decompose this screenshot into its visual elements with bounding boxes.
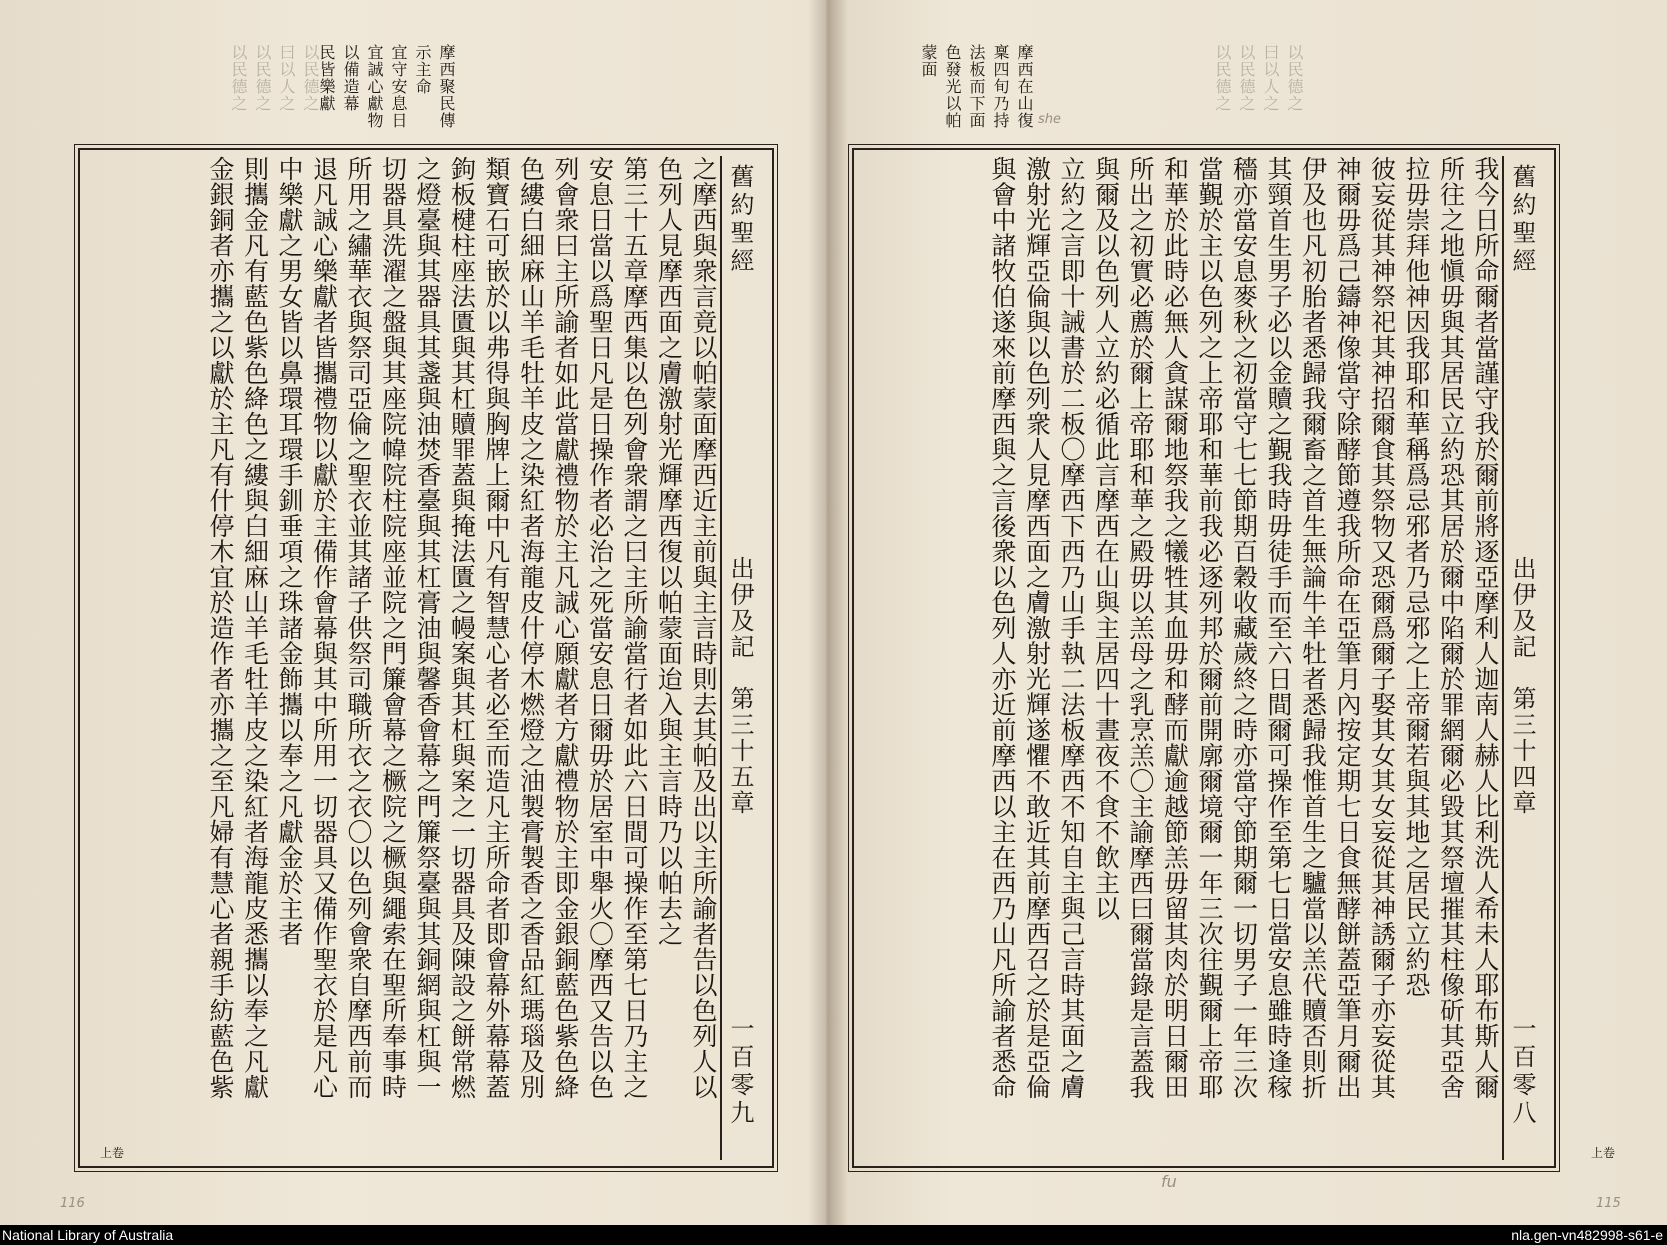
right-header-title: 舊約聖經	[1508, 164, 1536, 276]
right-page	[826, 0, 1667, 1225]
right-text-column: 穡亦當安息麥秋之初當守七七節期百穀收藏歲終之時亦當守節期爾一切男子一年三次	[1229, 156, 1259, 1100]
right-faded-note: 以民德之	[1285, 44, 1304, 112]
left-text-column: 則攜金凡有藍色紫色絳色之縷與白細麻山羊毛牡羊皮之染紅者海龍皮悉攜以奉之凡獻	[240, 156, 270, 1100]
right-margin-note: 色發光以帕	[943, 44, 962, 129]
right-margin-note: 蒙面	[919, 44, 938, 78]
right-margin-note: 稟四旬乃持	[991, 44, 1010, 129]
left-text-column: 之摩西與衆言竟以帕蒙面摩西近主前與主言時則去其帕及出以主所諭者告以色列人以	[689, 156, 718, 1100]
left-volume-mark: 上卷	[100, 1146, 125, 1160]
left-text-column: 安息日當以爲聖日凡是日操作者必治之死當安息日爾毋於居室中舉火〇摩西又告以色	[585, 156, 615, 1100]
footer-identifier: nla.gen-vn482998-s61-e	[1511, 1227, 1663, 1243]
left-header-title: 舊約聖經	[726, 164, 754, 276]
left-pencil-mark: 116	[60, 1196, 85, 1211]
footer-source: National Library of Australia	[2, 1227, 174, 1243]
left-faded-note: 曰以人之	[277, 44, 296, 112]
right-faded-note: 曰以人之	[1261, 44, 1280, 112]
left-text-column: 退凡誠心樂獻者皆攜禮物以獻於主備作會幕與其中所用一切器具又備作聖衣於是凡心	[309, 156, 339, 1100]
right-text-column: 我今日所命爾者當謹守我於爾前將逐亞摩利人迦南人赫人比利洗人希未人耶布斯人爾	[1471, 156, 1500, 1100]
right-faded-notes	[1094, 44, 1304, 149]
right-text-column: 當覲於主以色列之上帝耶和華前我必逐列邦於爾前開廓爾境爾一年三次往覲爾上帝耶	[1195, 156, 1224, 1100]
right-text-column: 拉毋崇拜他神因我耶和華稱爲忌邪者乃忌邪之上帝爾若與其地之居民立約恐	[1402, 156, 1431, 998]
left-text-column: 列會衆曰主所諭者如此當獻禮物於主凡誠心願獻者方獻禮物於主即金銀銅藍色紫色絳	[551, 156, 580, 1100]
left-faded-note: 以民德之	[301, 44, 320, 112]
left-text-column: 色縷白細麻山羊毛牡羊皮之染紅者海龍皮什停木燃燈之油製膏製香之香品紅瑪瑙及別	[516, 156, 546, 1100]
left-text-column: 中樂獻之男女皆以鼻環耳環手釧垂項之珠諸金飾攜以奉之凡獻金於主者	[275, 156, 304, 947]
left-margin-note: 摩西聚民傳	[437, 44, 456, 129]
left-margin-note: 以備造幕	[341, 44, 360, 112]
left-margin-note: 民皆樂獻	[317, 44, 336, 112]
right-page-header	[1502, 156, 1548, 1160]
left-page-header	[720, 156, 766, 1160]
left-margin-note: 宜誠心獻物	[365, 44, 384, 129]
left-text-column: 類寶石可嵌於以弗得與胸牌上爾中凡有智慧心者必至而造凡主所命者即會幕外幕幕蓋	[482, 156, 511, 1100]
right-text-column: 與爾及以色列人立約必循此言摩西在山與主居四十晝夜不食不飲主以	[1091, 156, 1121, 921]
right-header-chapter: 出伊及記 第三十四章	[1508, 556, 1536, 816]
right-text-column: 與會中諸牧伯遂來前摩西與之言後衆以色列人亦近前摩西以主在西乃山凡所諭者悉命	[988, 156, 1017, 1100]
right-margin-note: 法板而下面	[967, 44, 986, 129]
pencil-note-fu: fu	[1161, 1172, 1177, 1191]
right-text-column: 伊及也凡初胎者悉歸我爾畜之首生無論牛羊牡者悉歸我惟首生之驢當以羔代贖否則折	[1298, 156, 1328, 1100]
left-faded-note: 以民德之	[229, 44, 248, 112]
left-page-number: 一百零九	[726, 1016, 754, 1128]
right-margin-note: 摩西在山復	[1015, 44, 1034, 129]
pencil-note-she: she	[1038, 112, 1062, 127]
left-margin-note: 宜守安息日	[389, 44, 408, 129]
right-margin-notes	[914, 44, 1034, 149]
right-page-number: 一百零八	[1508, 1016, 1536, 1128]
left-text-column: 之燈臺與其器具其盞與油焚香臺與其杠膏油與馨香會幕之門簾祭臺與其銅網與杠與一	[413, 156, 442, 1100]
right-text-column: 彼妄從其神祭祀其神招爾食其祭物又恐爾爲爾子娶其女其女妄從其神誘爾子亦妄從其	[1367, 156, 1397, 1100]
left-margin-notes	[276, 44, 456, 149]
right-pencil-mark: 115	[1596, 1196, 1621, 1211]
right-text-column: 其頸首生男子必以金贖之覲我時毋徒手而至六日間爾可操作至第七日當安息雖時逢稼	[1264, 156, 1293, 1100]
right-text-column: 所往之地愼毋與其居民立約恐其居於爾中陷爾於罪網爾必毀其祭壇摧其柱像斫其亞舍	[1436, 156, 1466, 1100]
left-text-column: 色列人見摩西面之膚激射光輝摩西復以帕蒙面迨入與主言時乃以帕去之	[654, 156, 684, 947]
left-page	[0, 0, 826, 1225]
right-volume-mark: 上卷	[1591, 1146, 1616, 1160]
right-faded-note: 以民德之	[1237, 44, 1256, 112]
right-text-column: 所出之初實必薦於爾上帝耶和華之殿毋以羔母之乳烹羔〇主諭摩西曰爾當錄是言蓋我	[1126, 156, 1155, 1100]
right-text-column: 立約之言即十誡書於二板〇摩西下西乃山手執二法板摩西不知自主與己言時其面之膚	[1057, 156, 1086, 1100]
left-text-column: 金銀銅者亦攜之以獻於主凡有什停木宜於造作者亦攜之至凡婦有慧心者親手紡藍色紫	[206, 156, 235, 1100]
left-text-column: 所用之繡華衣與祭司亞倫之聖衣並其諸子供祭司職所衣之衣〇以色列會衆自摩西前而	[344, 156, 373, 1100]
left-text-column: 第三十五章摩西集以色列會衆謂之曰主所諭當行者如此六日間可操作至第七日乃主之	[620, 156, 649, 1100]
right-text-column: 激射光輝亞倫與以色列衆人見摩西面之膚激射光輝遂懼不敢近其前摩西召之於是亞倫	[1022, 156, 1052, 1100]
left-text-column: 鉤板楗柱座法匱與其杠贖罪蓋與掩法匱之幔案與其杠與案之一切器具及陳設之餅常燃	[447, 156, 477, 1100]
left-text-column: 切器具洗濯之盤與其座院幃院柱院座並院之門簾會幕之橛院之橛與繩索在聖所奉事時	[378, 156, 408, 1100]
right-faded-note: 以民德之	[1213, 44, 1232, 112]
footer-bar	[0, 1225, 1667, 1245]
left-faded-note: 以民德之	[253, 44, 272, 112]
left-header-chapter: 出伊及記 第三十五章	[726, 556, 754, 816]
right-text-column: 神爾毋爲己鑄神像當守除酵節遵我所命在亞筆月內按定期七日食無酵餅蓋亞筆月爾出	[1333, 156, 1362, 1100]
left-margin-note: 示主命	[413, 44, 432, 95]
book-gutter	[808, 0, 848, 1225]
left-text-frame	[78, 148, 774, 1168]
right-text-frame	[852, 148, 1556, 1168]
right-text-column: 和華於此時必無人貪謀爾地祭我之犧牲其血毋和酵而獻逾越節羔毋留其肉於明日爾田	[1160, 156, 1190, 1100]
